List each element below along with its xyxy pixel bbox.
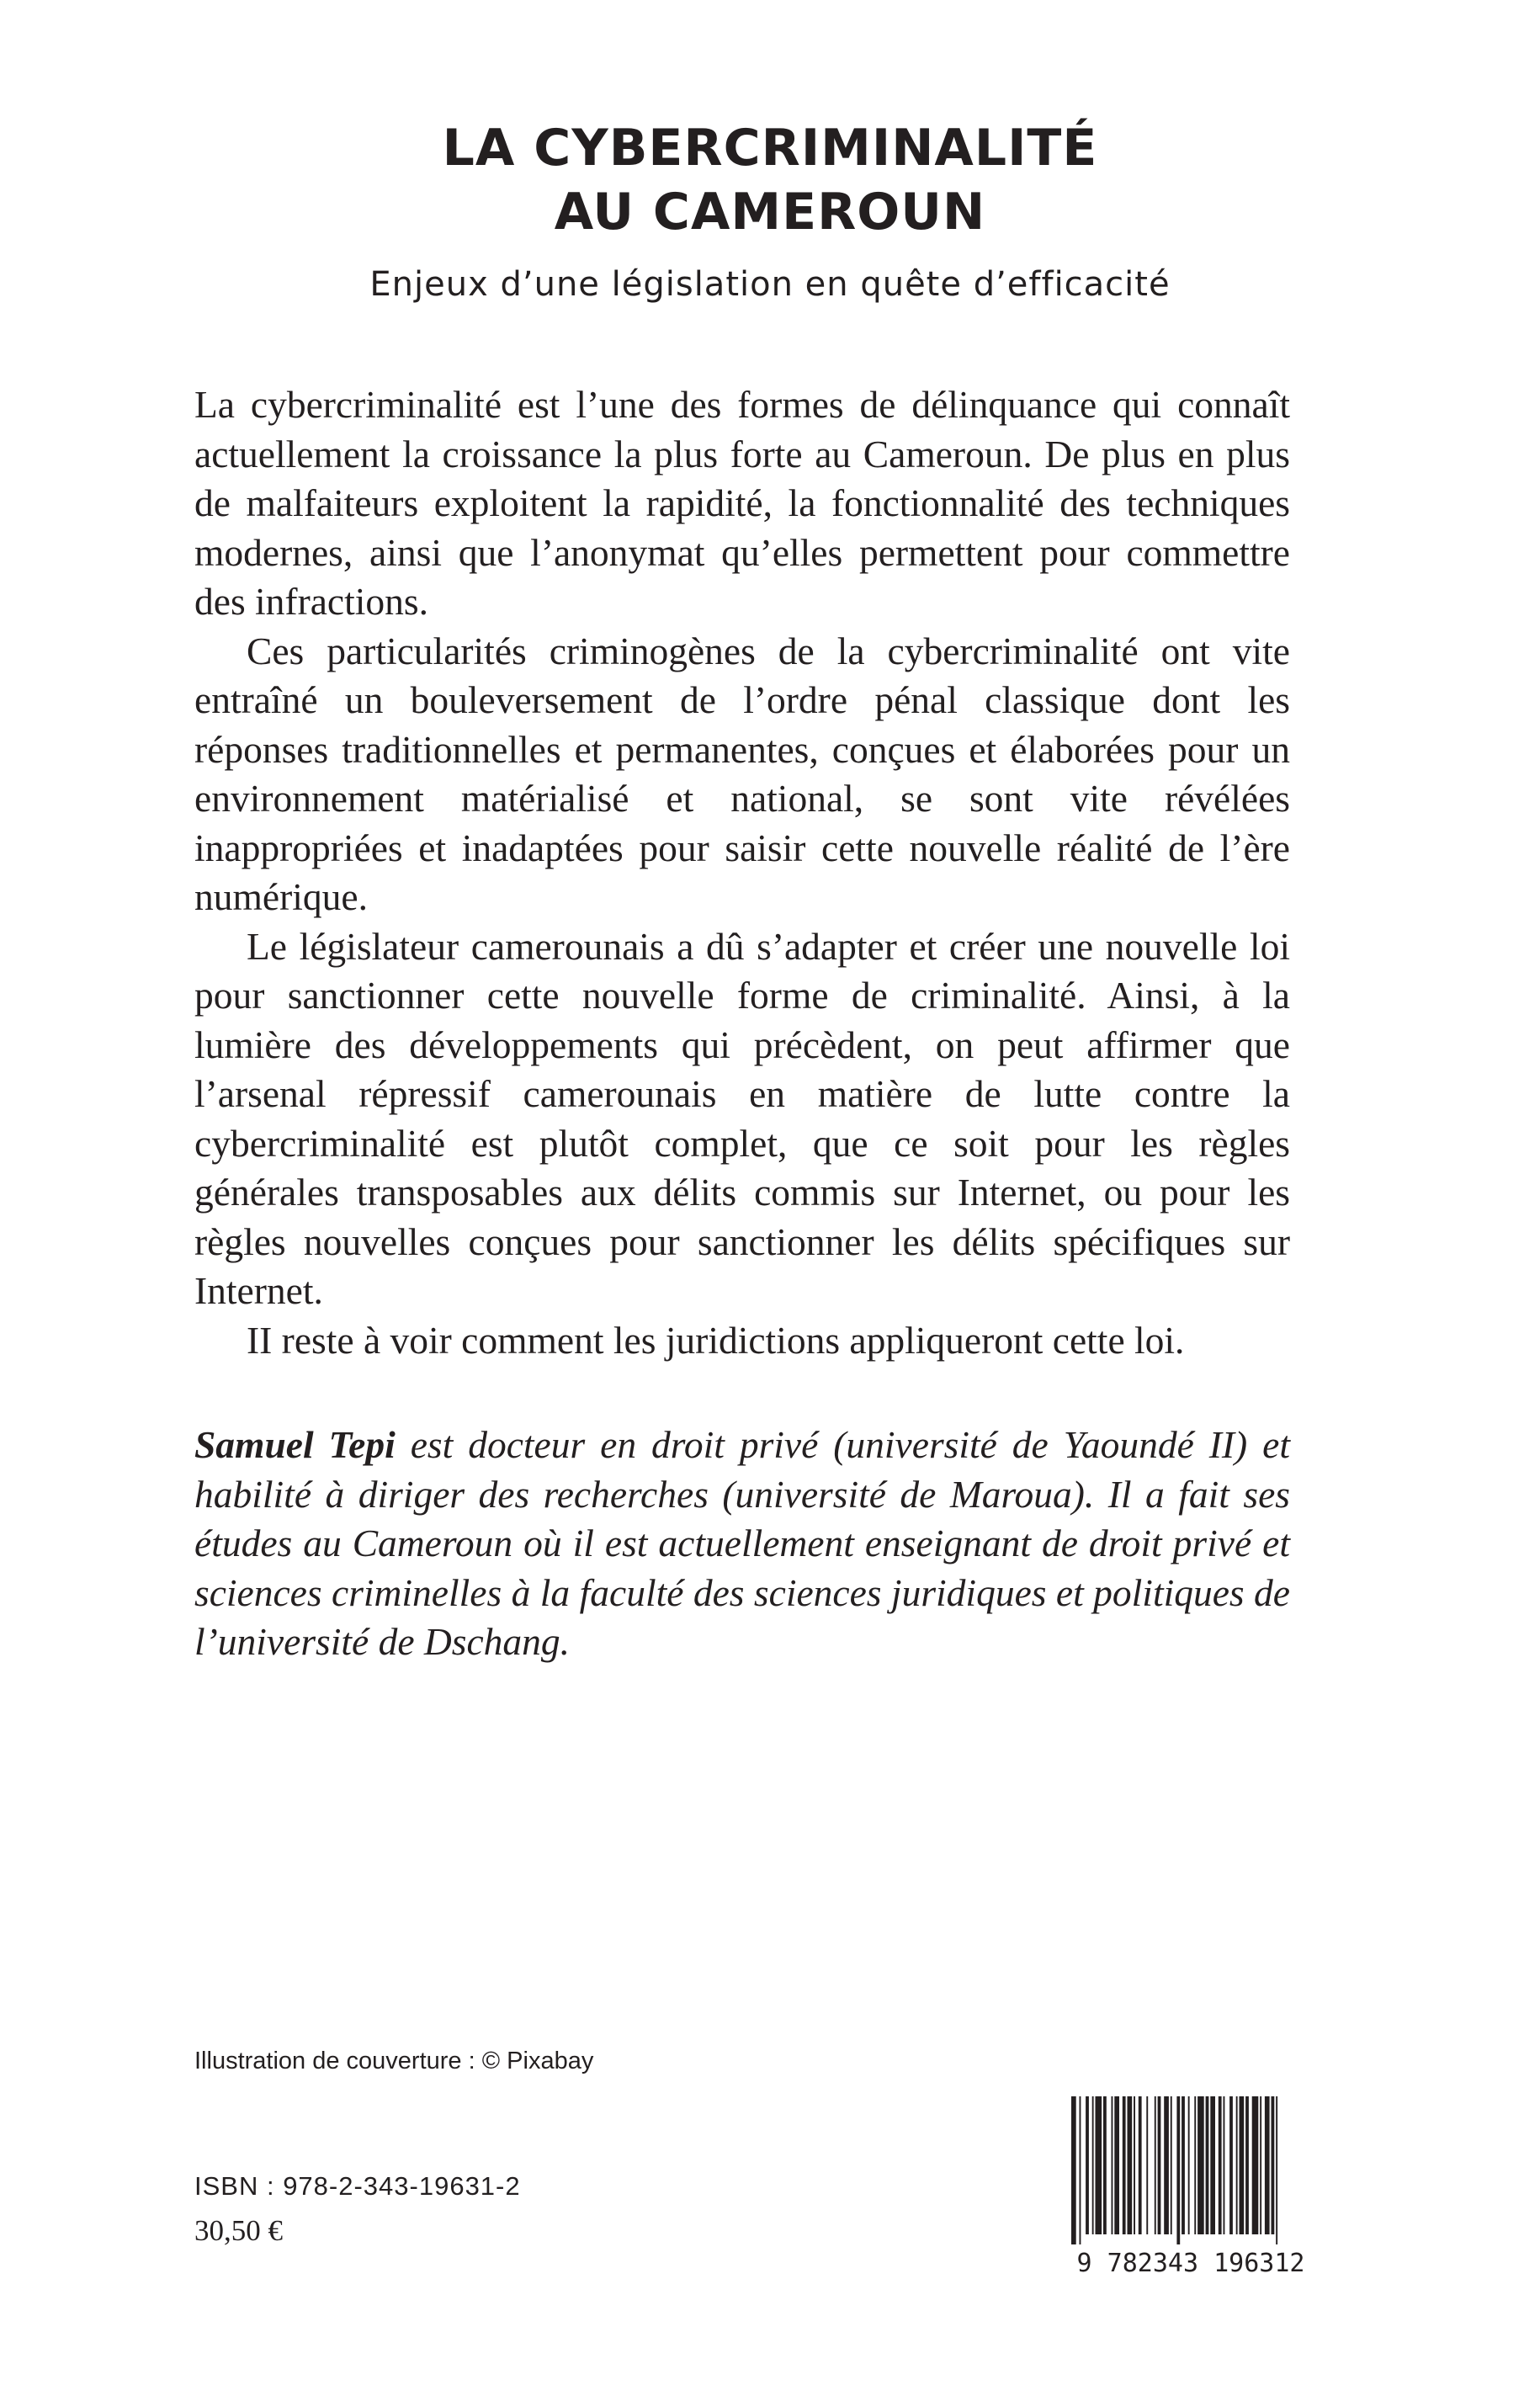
illustration-credit: Illustration de couverture : © Pixabay xyxy=(194,2048,594,2074)
barcode-bar xyxy=(1219,2096,1222,2234)
barcode-bar xyxy=(1158,2096,1161,2234)
barcode-bar xyxy=(1265,2096,1270,2234)
barcode-bar xyxy=(1114,2096,1119,2234)
barcode-bar xyxy=(1188,2096,1190,2234)
barcode-digits: 9 782343 196312 xyxy=(1076,2249,1305,2276)
summary-paragraph: Ces particularités criminogènes de la cybercriminalité ont vite entraîné un bouleversement de l’ordre pénal classique dont les réponses traditionnelles et permanentes, conçues et élaborées pour un environnement matérialisé et national, se sont vite révélées inappropriées et inadaptées pour saisir cette nouvelle réalité de l’ère numérique. xyxy=(194,629,1290,918)
barcode-bar xyxy=(1194,2096,1196,2234)
barcode-bar xyxy=(1206,2096,1209,2234)
barcode-bar xyxy=(1139,2096,1142,2234)
barcode-bar xyxy=(1252,2096,1259,2234)
barcode-bar xyxy=(1210,2096,1215,2234)
barcode-bar xyxy=(1197,2096,1204,2234)
barcode-bar xyxy=(1276,2096,1277,2244)
author-bio-text: est docteur en droit privé (université de Yaoundé II) et habilité à diriger des recherches (université de Maroua). Il a fait ses études au Cameroun où il est actuellement enseignant de droit privé et sciences criminelles à la faculté des sciences juridiques et politiques de l’université de Dschang. xyxy=(194,1423,1290,1663)
summary-text xyxy=(194,380,1290,1365)
price: 30,50 € xyxy=(194,2214,283,2247)
barcode-bar xyxy=(1071,2096,1076,2244)
summary-paragraph: II reste à voir comment les juridictions appliqueront cette loi. xyxy=(247,1318,1185,1362)
barcode-bar xyxy=(1096,2096,1102,2234)
summary-paragraph: Le législateur camerounais a dû s’adapter et créer une nouvelle loi pour sanctionner cette nouvelle forme de criminalité. Ainsi, à la lumière des développements qui précèdent, on peut affirmer que l’arsenal répressif camerounais en matière de lutte contre la cybercriminalité est plutôt complet, que ce soit pour les règles générales transposables aux délits commis sur Internet, ou pour les règles nouvelles conçues pour sanctionner les délits spécifiques sur Internet. xyxy=(194,924,1290,1312)
barcode-bar xyxy=(1092,2096,1094,2234)
barcode-bar xyxy=(1155,2096,1156,2234)
barcode-bar xyxy=(1245,2096,1249,2234)
barcode-bar xyxy=(1240,2096,1245,2234)
barcode-bar xyxy=(1128,2096,1133,2234)
isbn: ISBN : 978-2-343-19631-2 xyxy=(194,2171,521,2201)
barcode-bar xyxy=(1260,2096,1261,2234)
barcode-bar xyxy=(1164,2096,1169,2234)
barcode-bar xyxy=(1112,2096,1113,2234)
book-title xyxy=(0,116,1540,244)
barcode-bar xyxy=(1086,2096,1089,2234)
barcode-bar xyxy=(1123,2096,1126,2234)
book-title-line-1: LA CYBERCRIMINALITÉ xyxy=(442,119,1098,178)
barcode-bar xyxy=(1272,2096,1275,2234)
barcode-bar xyxy=(1171,2096,1172,2234)
barcode-bar xyxy=(1103,2096,1107,2234)
book-subtitle: Enjeux d’une législation en quête d’efficacité xyxy=(369,265,1171,304)
summary-paragraph: La cybercriminalité est l’une des formes de délinquance qui connaît actuellement la croissance la plus forte au Cameroun. De plus en plus de malfaiteurs exploitent la rapidité, la fonctionnalité des techniques modernes, ainsi que l’anonymat qu’elles permettent pour commettre des infractions. xyxy=(194,383,1290,623)
barcode-bar xyxy=(1134,2096,1135,2234)
barcode-bar xyxy=(1236,2096,1238,2234)
barcode-bar xyxy=(1224,2096,1225,2234)
barcode-bar xyxy=(1229,2096,1233,2234)
book-title-line-2: AU CAMEROUN xyxy=(554,183,986,242)
barcode-bar xyxy=(1080,2096,1081,2244)
barcode-bar xyxy=(1146,2096,1148,2234)
barcode-bar xyxy=(1182,2096,1185,2234)
barcode-bar xyxy=(1176,2096,1180,2244)
author-name: Samuel Tepi xyxy=(194,1423,396,1466)
author-bio xyxy=(194,1421,1290,1667)
barcode xyxy=(1059,2093,1322,2276)
